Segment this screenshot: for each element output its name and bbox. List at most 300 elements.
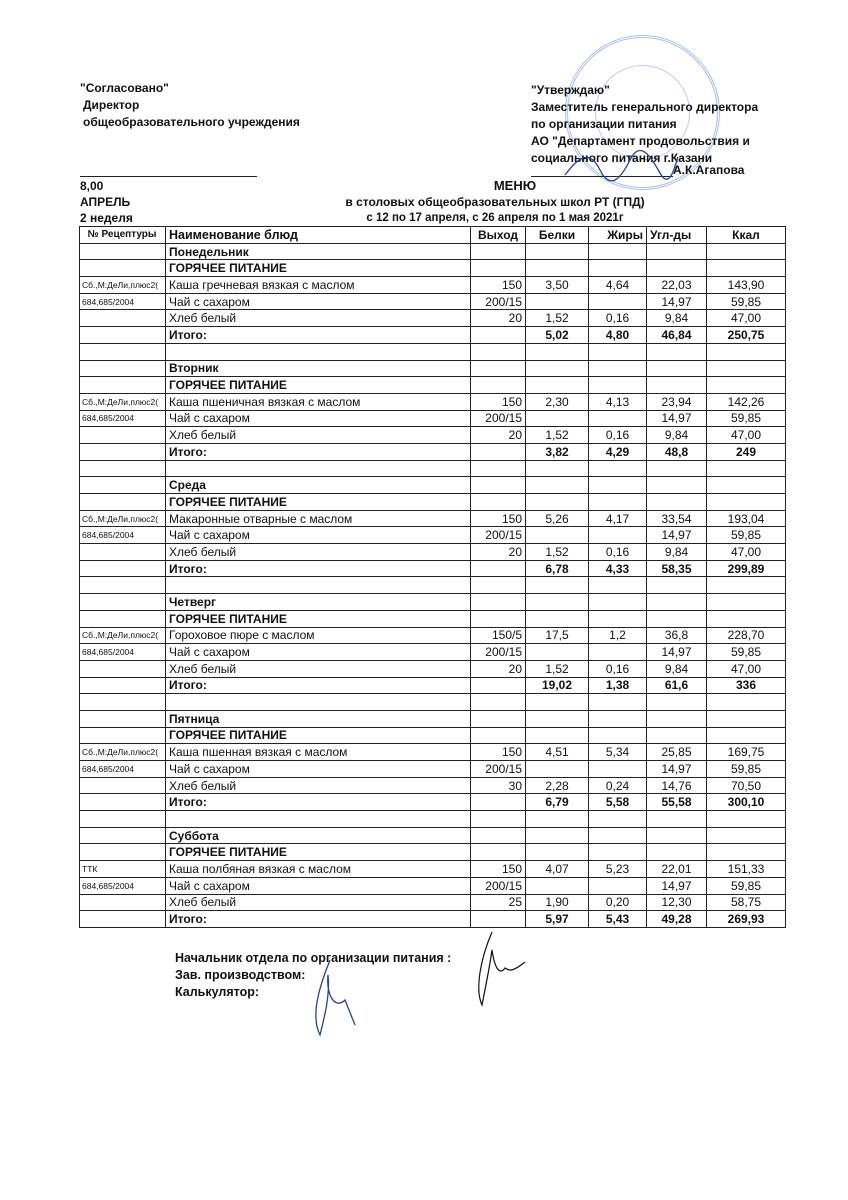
empty-cell [80, 260, 166, 277]
empty-cell [80, 827, 166, 844]
empty-cell [647, 694, 707, 711]
kcal: 193,04 [707, 510, 786, 527]
empty-cell [526, 727, 589, 744]
fat: 0,16 [589, 427, 647, 444]
empty-cell [589, 377, 647, 394]
total-fat: 4,80 [589, 327, 647, 344]
total-carbs: 61,6 [647, 677, 707, 694]
total-label: Итого: [166, 443, 471, 460]
fat: 0,16 [589, 660, 647, 677]
empty-cell [589, 694, 647, 711]
approval-left [80, 80, 300, 131]
empty-cell [589, 477, 647, 494]
empty-cell [80, 577, 166, 594]
day-row [80, 360, 786, 377]
fat [589, 644, 647, 661]
protein [526, 877, 589, 894]
section-name: ГОРЯЧЕЕ ПИТАНИЕ [166, 377, 471, 394]
empty-cell [166, 460, 471, 477]
protein: 1,52 [526, 310, 589, 327]
carbs: 22,03 [647, 277, 707, 294]
total-kcal: 249 [707, 443, 786, 460]
empty-cell [707, 694, 786, 711]
approval-left-line: Директор [83, 98, 140, 112]
carbs: 9,84 [647, 427, 707, 444]
empty-cell [166, 577, 471, 594]
empty-cell [647, 360, 707, 377]
empty-cell [471, 377, 526, 394]
fat: 5,34 [589, 744, 647, 761]
day-name: Четверг [166, 594, 471, 611]
spacer-row [80, 811, 786, 828]
empty-cell [589, 811, 647, 828]
dish-name: Чай с сахаром [166, 644, 471, 661]
table-row [80, 644, 786, 661]
empty-cell [80, 710, 166, 727]
portion: 200/15 [471, 527, 526, 544]
empty-cell [589, 727, 647, 744]
recipe-code: Сб.,М:ДеЛи,плюс2( [80, 627, 166, 644]
empty-cell [526, 710, 589, 727]
table-row [80, 293, 786, 310]
total-fat: 5,43 [589, 911, 647, 928]
day-row [80, 477, 786, 494]
empty-cell [80, 460, 166, 477]
spacer-row [80, 694, 786, 711]
section-row [80, 727, 786, 744]
empty-cell [80, 594, 166, 611]
total-kcal: 300,10 [707, 794, 786, 811]
carbs: 12,30 [647, 894, 707, 911]
empty-cell [589, 360, 647, 377]
recipe-code [80, 310, 166, 327]
empty-cell [647, 243, 707, 260]
spacer-row [80, 343, 786, 360]
protein: 1,52 [526, 660, 589, 677]
col-carbs: Угл-ды [647, 227, 707, 244]
fat: 0,16 [589, 310, 647, 327]
carbs: 9,84 [647, 310, 707, 327]
empty-cell [80, 443, 166, 460]
approval-right-line: АО "Департамент продовольствия и [531, 134, 750, 148]
empty-cell [471, 610, 526, 627]
col-kcal: Ккал [707, 227, 786, 244]
section-row [80, 494, 786, 511]
col-fat: Жиры [589, 227, 647, 244]
empty-cell [647, 710, 707, 727]
portion: 20 [471, 427, 526, 444]
empty-cell [526, 610, 589, 627]
empty-cell [80, 727, 166, 744]
empty-cell [526, 360, 589, 377]
carbs: 14,97 [647, 644, 707, 661]
protein: 1,52 [526, 427, 589, 444]
empty-cell [526, 811, 589, 828]
total-row [80, 794, 786, 811]
recipe-code: 684,685/2004 [80, 877, 166, 894]
empty-cell [471, 594, 526, 611]
empty-cell [707, 827, 786, 844]
empty-cell [526, 477, 589, 494]
portion: 150/5 [471, 627, 526, 644]
carbs: 33,54 [647, 510, 707, 527]
empty-cell [526, 343, 589, 360]
empty-cell [589, 610, 647, 627]
dish-name: Каша пшеничная вязкая с маслом [166, 393, 471, 410]
kcal: 47,00 [707, 544, 786, 561]
fat: 4,64 [589, 277, 647, 294]
protein: 2,30 [526, 393, 589, 410]
portion: 20 [471, 310, 526, 327]
empty-cell [471, 560, 526, 577]
empty-cell [526, 460, 589, 477]
carbs: 14,97 [647, 410, 707, 427]
total-label: Итого: [166, 560, 471, 577]
empty-cell [589, 594, 647, 611]
kcal: 59,85 [707, 761, 786, 778]
empty-cell [471, 844, 526, 861]
signatory-name: А.К.Агапова [673, 163, 745, 177]
col-recipe: № Рецептуры [80, 227, 166, 244]
recipe-code: 684,685/2004 [80, 293, 166, 310]
empty-cell [526, 844, 589, 861]
dish-name: Чай с сахаром [166, 877, 471, 894]
carbs: 36,8 [647, 627, 707, 644]
carbs: 9,84 [647, 660, 707, 677]
day-row [80, 710, 786, 727]
empty-cell [707, 260, 786, 277]
fat [589, 410, 647, 427]
dish-name: Каша гречневая вязкая с маслом [166, 277, 471, 294]
fat: 4,13 [589, 393, 647, 410]
empty-cell [707, 727, 786, 744]
portion: 200/15 [471, 644, 526, 661]
empty-cell [647, 844, 707, 861]
empty-cell [707, 343, 786, 360]
carbs: 14,97 [647, 761, 707, 778]
recipe-code [80, 777, 166, 794]
table-row [80, 744, 786, 761]
dish-name: Чай с сахаром [166, 293, 471, 310]
empty-cell [471, 243, 526, 260]
dish-name: Хлеб белый [166, 427, 471, 444]
empty-cell [471, 577, 526, 594]
kcal: 59,85 [707, 410, 786, 427]
approval-right-line: по организации питания [531, 117, 677, 131]
portion: 25 [471, 894, 526, 911]
total-label: Итого: [166, 327, 471, 344]
total-row [80, 677, 786, 694]
kcal: 70,50 [707, 777, 786, 794]
menu-table [79, 226, 786, 928]
empty-cell [471, 443, 526, 460]
empty-cell [80, 343, 166, 360]
footer-line: Калькулятор: [175, 985, 260, 999]
footer-line: Зав. производством: [175, 968, 306, 982]
kcal: 228,70 [707, 627, 786, 644]
empty-cell [166, 343, 471, 360]
section-row [80, 260, 786, 277]
empty-cell [647, 494, 707, 511]
empty-cell [80, 360, 166, 377]
signature-icon [470, 930, 530, 1010]
empty-cell [80, 477, 166, 494]
total-row [80, 911, 786, 928]
dish-name: Каша полбяная вязкая с маслом [166, 861, 471, 878]
dish-name: Гороховое пюре с маслом [166, 627, 471, 644]
empty-cell [471, 494, 526, 511]
empty-cell [471, 343, 526, 360]
empty-cell [647, 343, 707, 360]
empty-cell [471, 360, 526, 377]
kcal: 169,75 [707, 744, 786, 761]
table-row [80, 427, 786, 444]
kcal: 142,26 [707, 393, 786, 410]
protein [526, 410, 589, 427]
table-row [80, 627, 786, 644]
fat: 0,16 [589, 544, 647, 561]
empty-cell [526, 694, 589, 711]
empty-cell [589, 844, 647, 861]
day-name: Пятница [166, 710, 471, 727]
empty-cell [707, 610, 786, 627]
empty-cell [526, 827, 589, 844]
empty-cell [526, 577, 589, 594]
kcal: 151,33 [707, 861, 786, 878]
carbs: 25,85 [647, 744, 707, 761]
footer-line: Начальник отдела по организации питания : [175, 951, 452, 965]
protein: 5,26 [526, 510, 589, 527]
portion: 150 [471, 861, 526, 878]
empty-cell [166, 811, 471, 828]
total-row [80, 560, 786, 577]
table-row [80, 277, 786, 294]
empty-cell [471, 727, 526, 744]
empty-cell [80, 794, 166, 811]
section-name: ГОРЯЧЕЕ ПИТАНИЕ [166, 727, 471, 744]
dish-name: Хлеб белый [166, 777, 471, 794]
table-header-row [80, 227, 786, 244]
empty-cell [80, 610, 166, 627]
kcal: 47,00 [707, 660, 786, 677]
page-subtitle: в столовых общеобразовательных школ РТ (ГПД) [345, 195, 645, 209]
week: 2 неделя [80, 211, 133, 225]
section-name: ГОРЯЧЕЕ ПИТАНИЕ [166, 610, 471, 627]
page-title: МЕНЮ [493, 178, 537, 193]
spacer-row [80, 460, 786, 477]
table-row [80, 761, 786, 778]
fat: 0,24 [589, 777, 647, 794]
protein: 17,5 [526, 627, 589, 644]
kcal: 59,85 [707, 293, 786, 310]
total-label: Итого: [166, 677, 471, 694]
empty-cell [471, 260, 526, 277]
spacer-row [80, 577, 786, 594]
portion: 200/15 [471, 877, 526, 894]
empty-cell [647, 577, 707, 594]
table-row [80, 777, 786, 794]
period: с 12 по 17 апреля, с 26 апреля по 1 мая 2021г [366, 212, 624, 224]
empty-cell [647, 727, 707, 744]
protein: 4,51 [526, 744, 589, 761]
col-protein: Белки [526, 227, 589, 244]
recipe-code: ТТК [80, 861, 166, 878]
fat [589, 527, 647, 544]
empty-cell [707, 494, 786, 511]
total-fat: 4,33 [589, 560, 647, 577]
fat: 4,17 [589, 510, 647, 527]
dish-name: Чай с сахаром [166, 410, 471, 427]
kcal: 58,75 [707, 894, 786, 911]
empty-cell [526, 260, 589, 277]
empty-cell [707, 460, 786, 477]
empty-cell [526, 377, 589, 394]
table-row [80, 894, 786, 911]
portion: 200/15 [471, 761, 526, 778]
fat: 5,23 [589, 861, 647, 878]
total-kcal: 250,75 [707, 327, 786, 344]
portion: 150 [471, 744, 526, 761]
empty-cell [707, 594, 786, 611]
total-carbs: 48,8 [647, 443, 707, 460]
recipe-code [80, 544, 166, 561]
empty-cell [471, 694, 526, 711]
total-kcal: 269,93 [707, 911, 786, 928]
total-kcal: 299,89 [707, 560, 786, 577]
empty-cell [589, 243, 647, 260]
recipe-code: Сб.,М:ДеЛи,плюс2( [80, 744, 166, 761]
section-name: ГОРЯЧЕЕ ПИТАНИЕ [166, 844, 471, 861]
empty-cell [471, 677, 526, 694]
empty-cell [589, 260, 647, 277]
protein [526, 293, 589, 310]
carbs: 22,01 [647, 861, 707, 878]
signature-icon [300, 955, 370, 1045]
empty-cell [80, 560, 166, 577]
empty-cell [166, 694, 471, 711]
day-row [80, 594, 786, 611]
empty-cell [707, 710, 786, 727]
empty-cell [647, 594, 707, 611]
empty-cell [80, 677, 166, 694]
portion: 200/15 [471, 293, 526, 310]
carbs: 14,97 [647, 293, 707, 310]
day-row [80, 243, 786, 260]
protein: 4,07 [526, 861, 589, 878]
recipe-code [80, 427, 166, 444]
col-portion: Выход [471, 227, 526, 244]
recipe-code: Сб.,М:ДеЛи,плюс2( [80, 510, 166, 527]
carbs: 9,84 [647, 544, 707, 561]
protein [526, 761, 589, 778]
empty-cell [80, 377, 166, 394]
empty-cell [589, 827, 647, 844]
recipe-code: 684,685/2004 [80, 761, 166, 778]
empty-cell [589, 710, 647, 727]
empty-cell [707, 477, 786, 494]
protein [526, 527, 589, 544]
empty-cell [707, 577, 786, 594]
approval-right-title: "Утверждаю" [531, 83, 610, 97]
dish-name: Хлеб белый [166, 310, 471, 327]
kcal: 47,00 [707, 310, 786, 327]
portion: 150 [471, 393, 526, 410]
total-row [80, 327, 786, 344]
recipe-code [80, 660, 166, 677]
recipe-code [80, 894, 166, 911]
empty-cell [80, 494, 166, 511]
empty-cell [647, 460, 707, 477]
section-row [80, 844, 786, 861]
day-name: Среда [166, 477, 471, 494]
day-row [80, 827, 786, 844]
empty-cell [526, 494, 589, 511]
section-row [80, 610, 786, 627]
empty-cell [707, 243, 786, 260]
empty-cell [471, 710, 526, 727]
table-row [80, 660, 786, 677]
fat [589, 293, 647, 310]
fat [589, 761, 647, 778]
total-kcal: 336 [707, 677, 786, 694]
approval-left-title: "Согласовано" [80, 81, 169, 95]
empty-cell [471, 827, 526, 844]
portion: 200/15 [471, 410, 526, 427]
empty-cell [471, 477, 526, 494]
empty-cell [589, 577, 647, 594]
total-fat: 5,58 [589, 794, 647, 811]
empty-cell [647, 260, 707, 277]
empty-cell [589, 460, 647, 477]
left-signature-line [80, 176, 257, 177]
col-name: Наименование блюд [166, 227, 471, 244]
empty-cell [707, 844, 786, 861]
total-protein: 6,78 [526, 560, 589, 577]
table-row [80, 861, 786, 878]
carbs: 14,97 [647, 527, 707, 544]
day-name: Суббота [166, 827, 471, 844]
table-row [80, 393, 786, 410]
empty-cell [647, 827, 707, 844]
total-protein: 19,02 [526, 677, 589, 694]
section-name: ГОРЯЧЕЕ ПИТАНИЕ [166, 260, 471, 277]
empty-cell [80, 243, 166, 260]
empty-cell [526, 594, 589, 611]
table-row [80, 527, 786, 544]
protein [526, 644, 589, 661]
empty-cell [589, 343, 647, 360]
total-label: Итого: [166, 911, 471, 928]
dish-name: Хлеб белый [166, 894, 471, 911]
price: 8,00 [80, 179, 104, 193]
dish-name: Чай с сахаром [166, 527, 471, 544]
total-protein: 5,97 [526, 911, 589, 928]
empty-cell [471, 460, 526, 477]
portion: 20 [471, 660, 526, 677]
portion: 150 [471, 277, 526, 294]
day-name: Вторник [166, 360, 471, 377]
total-protein: 5,02 [526, 327, 589, 344]
recipe-code: Сб.,М:ДеЛи,плюс2( [80, 277, 166, 294]
empty-cell [589, 494, 647, 511]
recipe-code: Сб.,М:ДеЛи,плюс2( [80, 393, 166, 410]
empty-cell [80, 844, 166, 861]
table-row [80, 877, 786, 894]
portion: 150 [471, 510, 526, 527]
carbs: 14,97 [647, 877, 707, 894]
fat [589, 877, 647, 894]
total-protein: 6,79 [526, 794, 589, 811]
